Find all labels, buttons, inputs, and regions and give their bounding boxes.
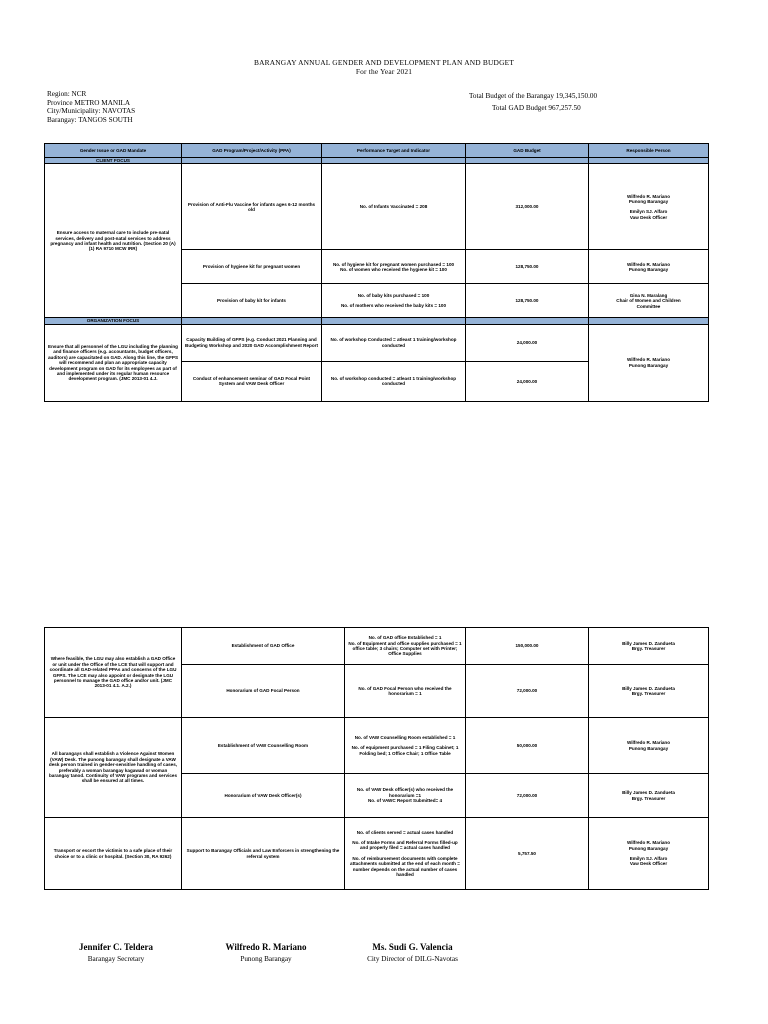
indicator-cell: No. of VAW Counselling Room established = 1 No. of equipment purchased = 1 Filing Cabinet; 1 Folding bed; 1 Office Chair; 1 Office Table (345, 718, 466, 774)
budget-cell: 50,000.00 (466, 718, 589, 774)
budget-cell: 5,757.50 (466, 818, 589, 890)
province-label: Province METRO MANILA (47, 98, 131, 107)
band-label: CLIENT FOCUS (45, 158, 182, 164)
gad-plan-table-page1 (44, 143, 709, 402)
gender-issue-cell: Ensure access to maternal care to include pre-natal services, delivery and post-natal services to address pregnancy and infant health and nutrition. (Section 20 (A)(1) RA 9710 MCW IRR) (45, 164, 182, 318)
ppa-cell: Provision of Anti-Flu Vaccine for infants ages 6-12 months old (182, 164, 322, 250)
table-row (45, 324, 709, 361)
responsible-person-cell: Wilfredo R. Mariano Punong Barangay Emilyn SJ. Alfaro Vaw Desk Officer (589, 164, 709, 250)
table-row (45, 818, 709, 890)
indicator-cell: No. of VAW Desk officer(s) who received the honorarium =1 No. of VAWC Report Submitted= 4 (345, 774, 466, 818)
ppa-cell: Honorarium of VAW Desk Officer(s) (182, 774, 345, 818)
budget-cell: 24,000.00 (466, 324, 589, 361)
budget-cell: 312,000.00 (466, 164, 589, 250)
table-row (45, 628, 709, 665)
ppa-cell: Honorarium of GAD Focal Person (182, 665, 345, 718)
budget-cell: 128,750.00 (466, 250, 589, 284)
gender-issue-cell: Where feasible, the LGU may also establish a GAD Office or unit under the Office of the LCE that will support and coordinate all GAD-related PPAs and concerns of the LGU GFPS. The LCE may also appoint or designate the LGU personnel to manage the GAD office and/or unit. (JMC 2013-01 4.1. A.2.) (45, 628, 182, 718)
ppa-cell: Provision of hygiene kit for pregnant women (182, 250, 322, 284)
city-label: City/Municipality: NAVOTAS (47, 107, 136, 116)
responsible-person-cell: Wilfredo R. Mariano Punong Barangay (589, 250, 709, 284)
indicator-cell: No. of hygiene kit for pregnant women purchased = 100 No. of women who received the hygiene kit = 100 (322, 250, 466, 284)
signatory-secretary (56, 942, 176, 963)
table-row (45, 164, 709, 250)
indicator-cell: No. of workshop Conducted = atleast 1 training/workshop conducted (322, 324, 466, 361)
signatory-title: City Director of DILG-Navotas (367, 955, 458, 963)
indicator-cell: No. of workshop conducted = atleast 1 training/workshop conducted (322, 361, 466, 401)
budget-cell: 128,750.00 (466, 284, 589, 318)
ppa-cell: Support to Barangay Officials and Law Enforcers in strengthening the referral system (182, 818, 345, 890)
signatory-title: Barangay Secretary (87, 955, 145, 963)
document-title: BARANGAY ANNUAL GENDER AND DEVELOPMENT PLAN AND BUDGET (253, 58, 515, 67)
responsible-person-cell: Gina N. Maralang Chair of Women and Children Committee (589, 284, 709, 318)
band-label: ORGANIZATION FOCUS (45, 318, 182, 324)
indicator-cell: No. of clients served = actual cases handled No. of Intake Forms and Referral Forms filled-up and properly filed = actual cases handled No. of reimbursement documents with complete attachments submitted at the end of each month = number depends on the actual number of cases handled (345, 818, 466, 890)
ppa-cell: Provision of baby kit for infants (182, 284, 322, 318)
header-info-right (469, 90, 597, 114)
signatory-title: Punong Barangay (240, 955, 292, 963)
table-header-row (45, 144, 709, 158)
gender-issue-cell: Ensure that all personnel of the LGU including the planning and finance officers (e.g. accountants, budget officers, auditors) are capacitated on GAD. Along this line, the GFPS will recommend and plan an appropriate capacity development program on GAD for its employees as part of and implemented under its regular human resource development program. (JMC 2013-01 4.J. (45, 324, 182, 401)
responsible-person-cell: Wilfredo R. Mariano Punong Barangay (589, 718, 709, 774)
signatory-dilg-director (345, 942, 480, 963)
ppa-cell: Establishment of VAW Counselling Room (182, 718, 345, 774)
indicator-cell: No. of GAD Focal Person who received the honorarium = 1 (345, 665, 466, 718)
responsible-person-cell: Billy James D. Zandueta Brgy. Treasurer (589, 628, 709, 665)
responsible-person-cell: Billy James D. Zandueta Brgy. Treasurer (589, 665, 709, 718)
signatory-name: Ms. Sudi G. Valencia (372, 942, 453, 952)
column-header: Responsible Person (589, 144, 709, 158)
signatory-name: Wilfredo R. Mariano (225, 942, 307, 952)
barangay-label: Barangay: TANGOS SOUTH (47, 115, 133, 124)
budget-cell: 150,000.00 (466, 628, 589, 665)
region-label: Region: NCR (47, 90, 87, 98)
column-header: GAD Program/Project/Activity (PPA) (182, 144, 322, 158)
ppa-cell: Establishment of GAD Office (182, 628, 345, 665)
column-header: GAD Budget (466, 144, 589, 158)
signatory-punong-barangay (206, 942, 326, 963)
column-header: Performance Target and Indicator (322, 144, 466, 158)
table-row (45, 718, 709, 774)
column-header: Gender Issue or GAD Mandate (45, 144, 182, 158)
responsible-person-cell: Wilfredo R. Mariano Punong Barangay (589, 324, 709, 401)
indicator-cell: No. of Infants Vaccinated = 208 (322, 164, 466, 250)
header-info-left (47, 90, 135, 124)
gender-issue-cell: Transport or escort the victimis to a safe place of their choice or to a clinic or hospital. (Section 30, RA 9262) (45, 818, 182, 890)
responsible-person-cell: Billy James D. Zandueta Brgy. Treasurer (589, 774, 709, 818)
budget-cell: 24,000.00 (466, 361, 589, 401)
gad-plan-table-page2 (44, 627, 709, 890)
ppa-cell: Capacity Building of GFPS (e.g. Conduct 2021 Planning and Budgeting Workshop and 2020 GAD Accomplishment Report (182, 324, 322, 361)
document-subtitle: For the Year 2021 (355, 67, 413, 76)
responsible-person-cell: Wilfredo R. Mariano Punong Barangay Emilyn SJ. Alfaro Vaw Desk Officer (589, 818, 709, 890)
budget-cell: 72,000.00 (466, 774, 589, 818)
budget-cell: 72,000.00 (466, 665, 589, 718)
signatory-name: Jennifer C. Teldera (78, 942, 154, 952)
gender-issue-cell: All barangays shall establish a Violence Against Women (VAW) Desk. The punong barangay shall designate a VAW desk person trained in gender-sensitive handling of cases, preferably a woman barangay kagawad or woman barangay tanod. Continuity of VAW programs and services shall be ensured at all times. (45, 718, 182, 818)
ppa-cell: Conduct of enhancement seminar of GAD Focal Point System and VAW Desk Officer (182, 361, 322, 401)
total-budget-label: Total Budget of the Barangay 19,345,150.00 (469, 92, 598, 100)
indicator-cell: No. of GAD office Established = 1 No. of Equipment and office supplies purchased = 1 office table; 3 chairs; Computer set with Printer; Office Supplies (345, 628, 466, 665)
indicator-cell: No. of baby kits purchased = 100 No. of mothers who received the baby kits = 100 (322, 284, 466, 318)
gad-budget-label: Total GAD Budget 967,257.50 (492, 104, 581, 112)
